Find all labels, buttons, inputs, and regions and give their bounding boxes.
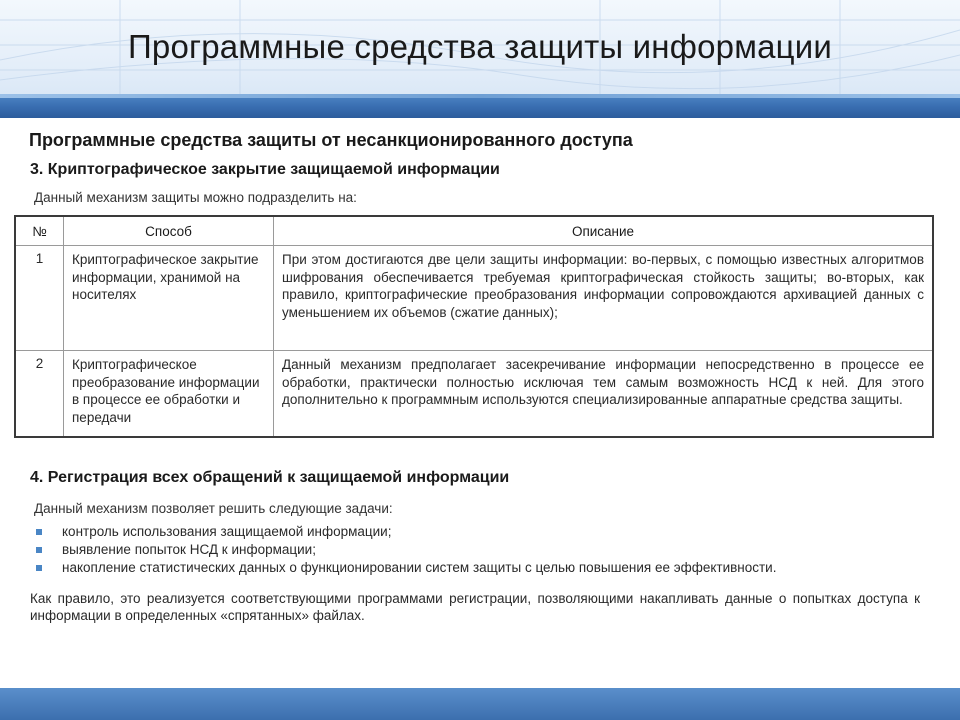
column-header-way: Способ xyxy=(64,216,274,246)
list-item xyxy=(36,559,776,577)
slide-content xyxy=(0,118,960,720)
section-title: Программные средства защиты от несанкционированного доступа xyxy=(29,130,633,150)
row-way: Криптографическое закрытие информации, хранимой на носителях xyxy=(64,246,274,351)
row-way: Криптографическое преобразование информации в процессе ее обработки и передачи xyxy=(64,351,274,437)
row-number: 2 xyxy=(15,351,64,437)
registration-intro: Данный механизм позволяет решить следующие задачи: xyxy=(34,501,393,516)
table-row xyxy=(15,246,933,351)
closing-paragraph: Как правило, это реализуется соответствующими программами регистрации, позволяющими накапливать данные о попытках доступа к информации в определенных «спрятанных» файлах. xyxy=(30,591,920,623)
registration-heading: 4. Регистрация всех обращений к защищаемой информации xyxy=(30,469,510,486)
crypto-methods-table xyxy=(14,215,934,438)
task-text: контроль использования защищаемой информации; xyxy=(62,524,392,539)
row-number: 1 xyxy=(15,246,64,351)
task-text: накопление статистических данных о функционировании систем защиты с целью повышения ее эффективности. xyxy=(62,560,777,575)
square-bullet-icon xyxy=(36,547,42,553)
list-item xyxy=(36,523,776,541)
task-text: выявление попыток НСД к информации; xyxy=(62,542,316,557)
square-bullet-icon xyxy=(36,565,42,571)
registration-task-list xyxy=(36,523,776,577)
footer-accent-bar xyxy=(0,688,960,720)
slide-title: Программные средства защиты информации xyxy=(127,28,833,65)
column-header-number: № xyxy=(15,216,64,246)
row-description: Данный механизм предполагает засекречивание информации непосредственно в процессе ее обработки, практически полностью исключая тем самым возможность НСД к ней. Для этого дополнительно к программным используются специализированные аппаратные средства защиты. xyxy=(274,351,934,437)
slide-header xyxy=(0,0,960,118)
column-header-description: Описание xyxy=(274,216,934,246)
table-row xyxy=(15,351,933,437)
crypto-heading: 3. Криптографическое закрытие защищаемой информации xyxy=(30,161,500,178)
row-description: При этом достигаются две цели защиты информации: во-первых, с помощью известных алгоритмов шифрования обеспечивается требуемая криптографическая стойкость защиты; во-вторых, как правило, криптографические преобразования информации сопровождаются архивацией данных с уменьшением их объемов (сжатие данных); xyxy=(274,246,934,351)
table-header-row xyxy=(15,216,933,246)
list-item xyxy=(36,541,776,559)
square-bullet-icon xyxy=(36,529,42,535)
header-accent-bar xyxy=(0,94,960,118)
crypto-intro: Данный механизм защиты можно подразделить на: xyxy=(34,190,357,205)
